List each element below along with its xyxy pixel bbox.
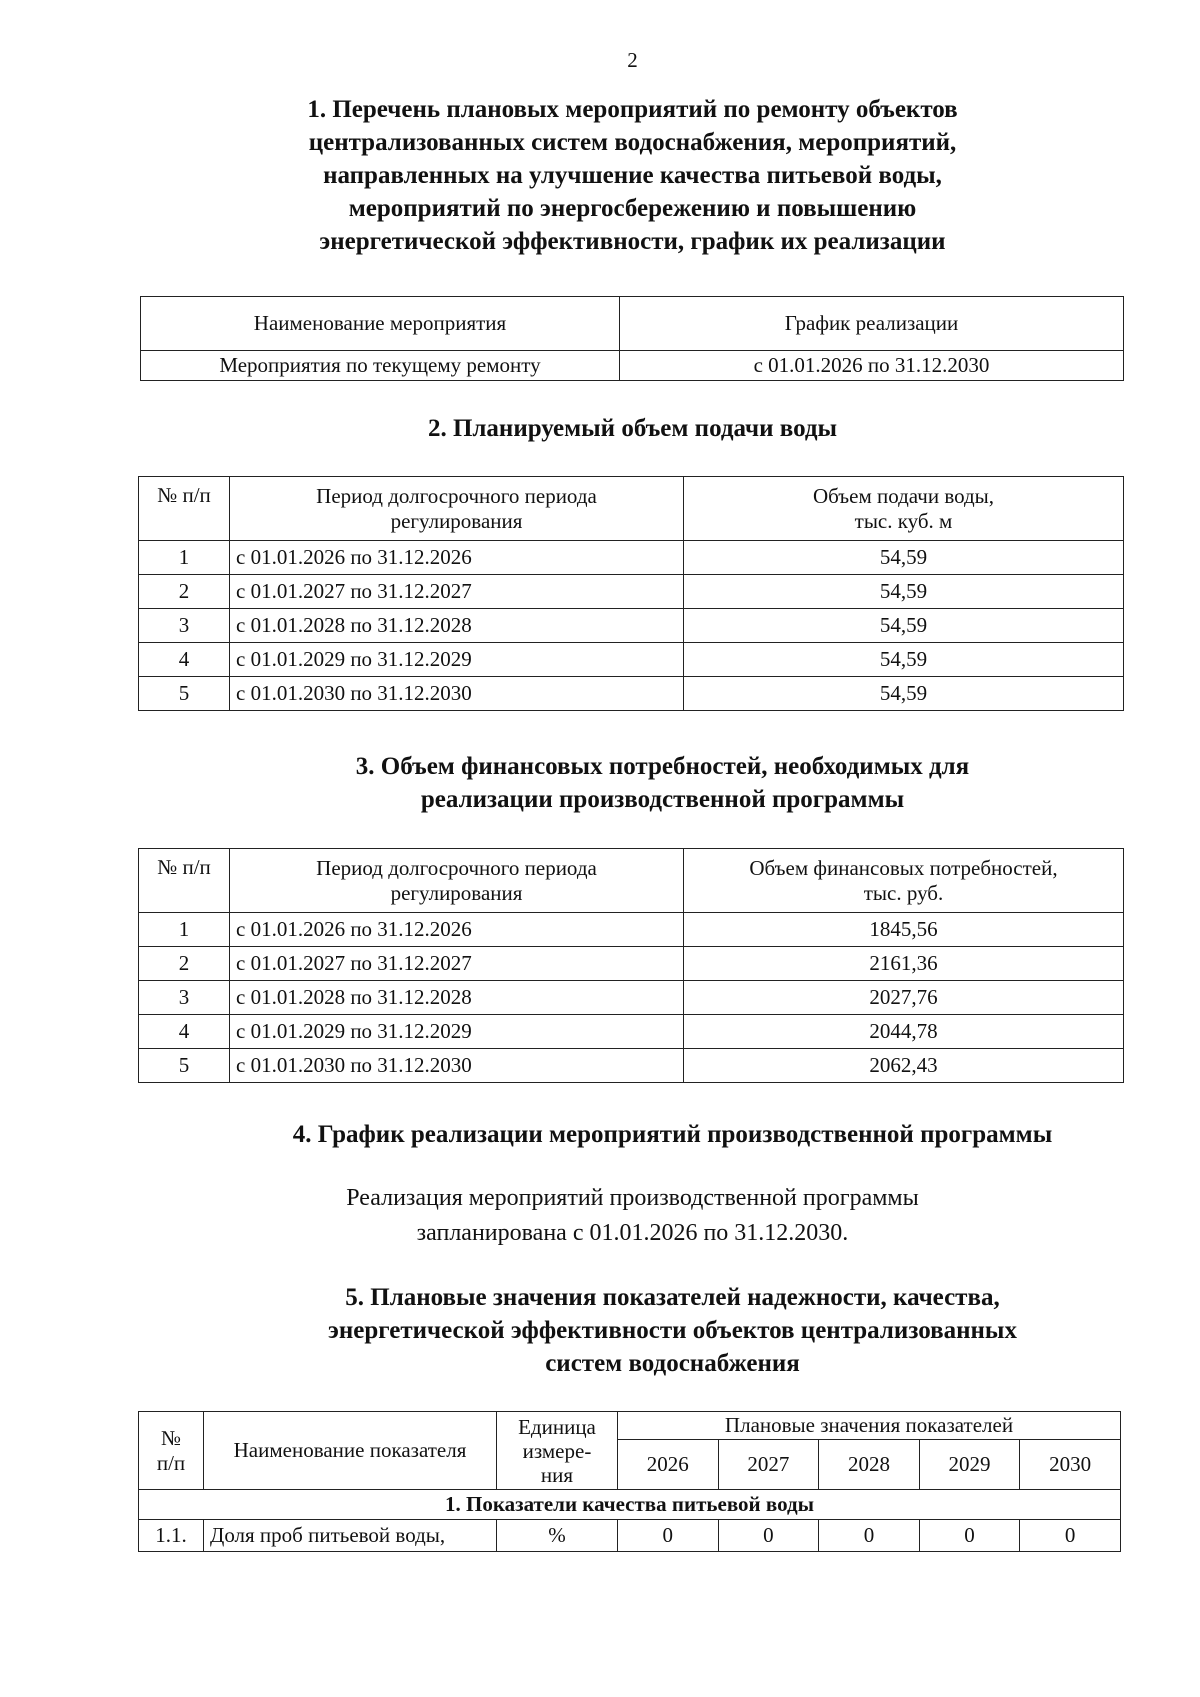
table-cell: 5 — [139, 677, 230, 711]
section-3-title-line: реализации производственной программы — [420, 786, 905, 813]
header-line: Объем подачи воды, — [812, 483, 995, 508]
group-title-row: 1. Показатели качества питьевой воды — [139, 1490, 1121, 1520]
table-cell: 2027,76 — [684, 981, 1124, 1015]
section-4-text-line: Реализация мероприятий производственной программы — [346, 1185, 919, 1211]
table-cell: 54,59 — [684, 677, 1124, 711]
section-2-title-text: 2. Планируемый объем подачи воды — [427, 415, 838, 442]
table-cell: 4 — [139, 1015, 230, 1049]
section-1-title-line: мероприятий по энергосбережению и повышению — [348, 195, 917, 222]
section-4-title-text: 4. График реализации мероприятий производственной программы — [292, 1121, 1053, 1148]
table-cell: Доля проб питьевой воды, — [204, 1520, 497, 1552]
section-1-table — [140, 296, 1124, 381]
table-header: График реализации — [620, 297, 1124, 351]
header-line: тыс. руб. — [863, 880, 944, 905]
year-header: 2027 — [718, 1440, 819, 1490]
header-line: ния — [540, 1462, 574, 1487]
table-row — [139, 947, 1124, 981]
header-line: п/п — [156, 1450, 186, 1475]
table-cell: 0 — [819, 1520, 920, 1552]
header-line: Единица — [518, 1414, 596, 1439]
section-1-title-line: 1. Перечень плановых мероприятий по ремонту объектов — [307, 96, 958, 123]
section-3-title — [200, 750, 1125, 816]
table-cell: 2161,36 — [684, 947, 1124, 981]
page-number: 2 — [627, 48, 638, 72]
table-cell: 1 — [139, 541, 230, 575]
header-line: № — [160, 1425, 182, 1450]
table-cell: 54,59 — [684, 609, 1124, 643]
table-row — [139, 1520, 1121, 1552]
table-cell: 0 — [919, 1520, 1020, 1552]
section-1-title-line: направленных на улучшение качества питьевой воды, — [323, 162, 942, 189]
table-cell: с 01.01.2030 по 31.12.2030 — [230, 1049, 684, 1083]
table-row — [139, 575, 1124, 609]
table-row — [141, 351, 1124, 381]
table-cell: 54,59 — [684, 541, 1124, 575]
table-cell: 2 — [139, 947, 230, 981]
section-2-table — [138, 476, 1124, 711]
table-cell: 54,59 — [684, 575, 1124, 609]
section-1-title — [140, 93, 1125, 258]
table-cell: с 01.01.2026 по 31.12.2026 — [230, 541, 684, 575]
section-4-text-line: запланирована с 01.01.2026 по 31.12.2030. — [416, 1220, 849, 1246]
table-cell: 2062,43 — [684, 1049, 1124, 1083]
section-3-title-line: 3. Объем финансовых потребностей, необходимых для — [355, 753, 970, 780]
header-line: регулирования — [390, 508, 523, 533]
table-header — [497, 1412, 618, 1490]
table-row — [139, 643, 1124, 677]
table-header — [684, 477, 1124, 541]
table-cell: 54,59 — [684, 643, 1124, 677]
section-5-title-line: энергетической эффективности объектов централизованных — [328, 1317, 1017, 1344]
section-4-text — [140, 1181, 1125, 1251]
table-header: Плановые значения показателей — [618, 1412, 1121, 1440]
table-cell: 2044,78 — [684, 1015, 1124, 1049]
table-cell: с 01.01.2030 по 31.12.2030 — [230, 677, 684, 711]
table-header: № п/п — [139, 849, 230, 913]
table-row — [139, 981, 1124, 1015]
table-cell: 4 — [139, 643, 230, 677]
table-cell: с 01.01.2026 по 31.12.2026 — [230, 913, 684, 947]
year-header: 2030 — [1020, 1440, 1121, 1490]
table-cell: с 01.01.2028 по 31.12.2028 — [230, 981, 684, 1015]
table-cell: 2 — [139, 575, 230, 609]
table-header — [230, 849, 684, 913]
year-header: 2026 — [618, 1440, 719, 1490]
section-5-title-line: 5. Плановые значения показателей надежности, качества, — [345, 1284, 1000, 1311]
header-line: Период долгосрочного периода — [316, 855, 597, 880]
section-3-table — [138, 848, 1124, 1083]
section-4-title — [140, 1118, 1200, 1151]
table-row — [139, 609, 1124, 643]
table-cell: с 01.01.2027 по 31.12.2027 — [230, 947, 684, 981]
header-line: измере- — [522, 1438, 592, 1463]
table-cell: 0 — [718, 1520, 819, 1552]
table-header: Наименование показателя — [204, 1412, 497, 1490]
table-header: № п/п — [139, 477, 230, 541]
table-header — [684, 849, 1124, 913]
table-cell: с 01.01.2027 по 31.12.2027 — [230, 575, 684, 609]
section-5-title-line: систем водоснабжения — [545, 1350, 800, 1377]
table-cell: с 01.01.2029 по 31.12.2029 — [230, 1015, 684, 1049]
table-cell: Мероприятия по текущему ремонту — [141, 351, 620, 381]
section-1-title-line: централизованных систем водоснабжения, мероприятий, — [308, 129, 957, 156]
table-cell: с 01.01.2028 по 31.12.2028 — [230, 609, 684, 643]
table-row — [139, 541, 1124, 575]
table-cell: 1 — [139, 913, 230, 947]
year-header: 2028 — [819, 1440, 920, 1490]
header-line: регулирования — [390, 880, 523, 905]
table-cell: 0 — [618, 1520, 719, 1552]
header-line: Период долгосрочного периода — [316, 483, 597, 508]
table-row — [139, 1015, 1124, 1049]
section-2-title — [140, 412, 1125, 445]
table-cell: 5 — [139, 1049, 230, 1083]
table-header: Наименование мероприятия — [141, 297, 620, 351]
header-line: Объем финансовых потребностей, — [749, 855, 1058, 880]
table-row — [139, 1049, 1124, 1083]
section-5-title — [140, 1281, 1200, 1380]
table-cell: 1.1. — [139, 1520, 204, 1552]
table-cell: 1845,56 — [684, 913, 1124, 947]
table-row — [139, 677, 1124, 711]
table-header — [230, 477, 684, 541]
table-cell: 0 — [1020, 1520, 1121, 1552]
table-cell: с 01.01.2029 по 31.12.2029 — [230, 643, 684, 677]
table-cell: % — [497, 1520, 618, 1552]
section-5-table — [138, 1411, 1121, 1552]
table-cell: 3 — [139, 609, 230, 643]
table-cell: с 01.01.2026 по 31.12.2030 — [620, 351, 1124, 381]
year-header: 2029 — [919, 1440, 1020, 1490]
table-cell: 3 — [139, 981, 230, 1015]
header-line: тыс. куб. м — [854, 508, 953, 533]
table-header — [139, 1412, 204, 1490]
section-1-title-line: энергетической эффективности, график их реализации — [319, 228, 946, 255]
table-row — [139, 913, 1124, 947]
